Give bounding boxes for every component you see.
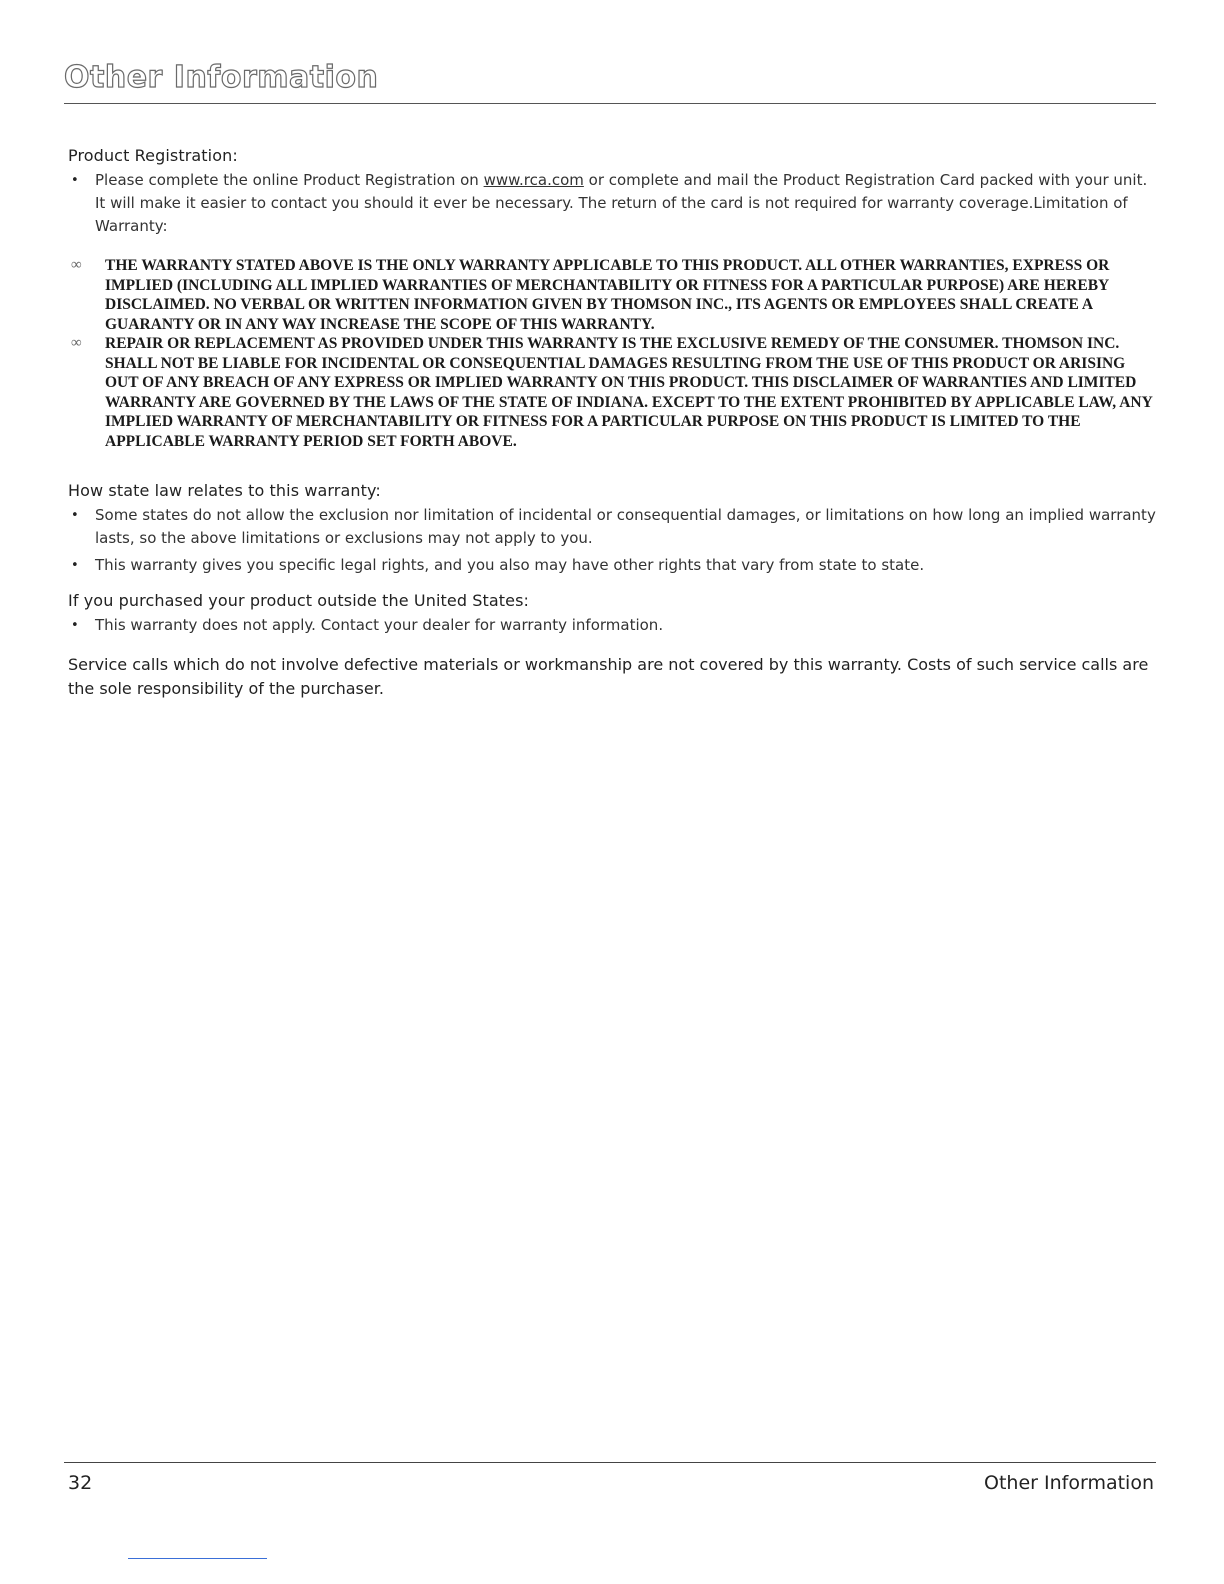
service-calls-note: Service calls which do not involve defective materials or workmanship are not covered by this warranty. Costs of such service calls are the sole responsibility of the purchaser. [68, 655, 1149, 698]
bullet-icon: • [71, 618, 79, 633]
list-item [68, 334, 1158, 451]
title-divider [64, 103, 1156, 104]
outside-us-heading: If you purchased your product outside the United States: [68, 591, 530, 610]
bullet-icon: • [71, 173, 79, 188]
bullet-icon: • [71, 508, 79, 523]
list-item [68, 256, 1158, 334]
list-item [68, 169, 1158, 238]
outside-us-list [68, 614, 1158, 637]
footer-section-label: Other Information [984, 1472, 1154, 1494]
page-content [68, 146, 1158, 717]
registration-heading: Product Registration: [68, 146, 238, 165]
rca-website-link[interactable]: www.rca.com [483, 171, 584, 189]
limitation-text: THE WARRANTY STATED ABOVE IS THE ONLY WARRANTY APPLICABLE TO THIS PRODUCT. ALL OTHER WARRANTIES, EXPRESS OR IMPLIED (INCLUDING ALL IMPLIED WARRANTIES OF MERCHANTABILITY OR FITNESS FOR A PARTICULAR PURPOSE) ARE HEREBY DISCLAIMED. NO VERBAL OR WRITTEN INFORMATION GIVEN BY THOMSON INC., ITS AGENTS OR EMPLOYEES SHALL CREATE A GUARANTY OR IN ANY WAY INCREASE THE SCOPE OF THIS WARRANTY. [105, 257, 1110, 333]
page-title: Other Information [64, 60, 379, 95]
registration-text-post: or complete and mail the Product Registration Card packed with your unit. It will make it easier to contact you should it ever be necessary. The return of the card is not required for warranty coverage.Limitation of Warranty: [95, 171, 1148, 235]
bullet-icon: • [71, 558, 79, 573]
infinity-bullet-icon: ∞ [71, 257, 82, 273]
registration-text-pre: Please complete the online Product Registration on [95, 171, 484, 189]
bottom-divider [128, 1558, 267, 1559]
footer-divider [64, 1462, 1156, 1463]
registration-list [68, 169, 1158, 238]
outside-us-section [68, 591, 1158, 637]
page-number: 32 [68, 1472, 93, 1494]
outside-us-text: This warranty does not apply. Contact your dealer for warranty information. [95, 616, 664, 634]
state-law-text: Some states do not allow the exclusion nor limitation of incidental or consequential damages, or limitations on how long an implied warranty lasts, so the above limitations or exclusions may not apply to you. [95, 506, 1156, 547]
list-item [68, 614, 1158, 637]
state-law-text: This warranty gives you specific legal rights, and you also may have other rights that vary from state to state. [95, 556, 925, 574]
list-item [68, 554, 1158, 577]
state-law-list [68, 504, 1158, 577]
limitation-list [68, 256, 1158, 451]
state-law-section [68, 481, 1158, 577]
infinity-bullet-icon: ∞ [71, 335, 82, 351]
state-law-heading: How state law relates to this warranty: [68, 481, 381, 500]
limitation-text: REPAIR OR REPLACEMENT AS PROVIDED UNDER THIS WARRANTY IS THE EXCLUSIVE REMEDY OF THE CONSUMER. THOMSON INC. SHALL NOT BE LIABLE FOR INCIDENTAL OR CONSEQUENTIAL DAMAGES RESULTING FROM THE USE OF THIS PRODUCT OR ARISING OUT OF ANY BREACH OF ANY EXPRESS OR IMPLIED WARRANTY ON THIS PRODUCT. THIS DISCLAIMER OF WARRANTIES AND LIMITED WARRANTY ARE GOVERNED BY THE LAWS OF THE STATE OF INDIANA. EXCEPT TO THE EXTENT PROHIBITED BY APPLICABLE LAW, ANY IMPLIED WARRANTY OF MERCHANTABILITY OR FITNESS FOR A PARTICULAR PURPOSE ON THIS PRODUCT IS LIMITED TO THE APPLICABLE WARRANTY PERIOD SET FORTH ABOVE. [105, 335, 1153, 450]
list-item [68, 504, 1158, 550]
